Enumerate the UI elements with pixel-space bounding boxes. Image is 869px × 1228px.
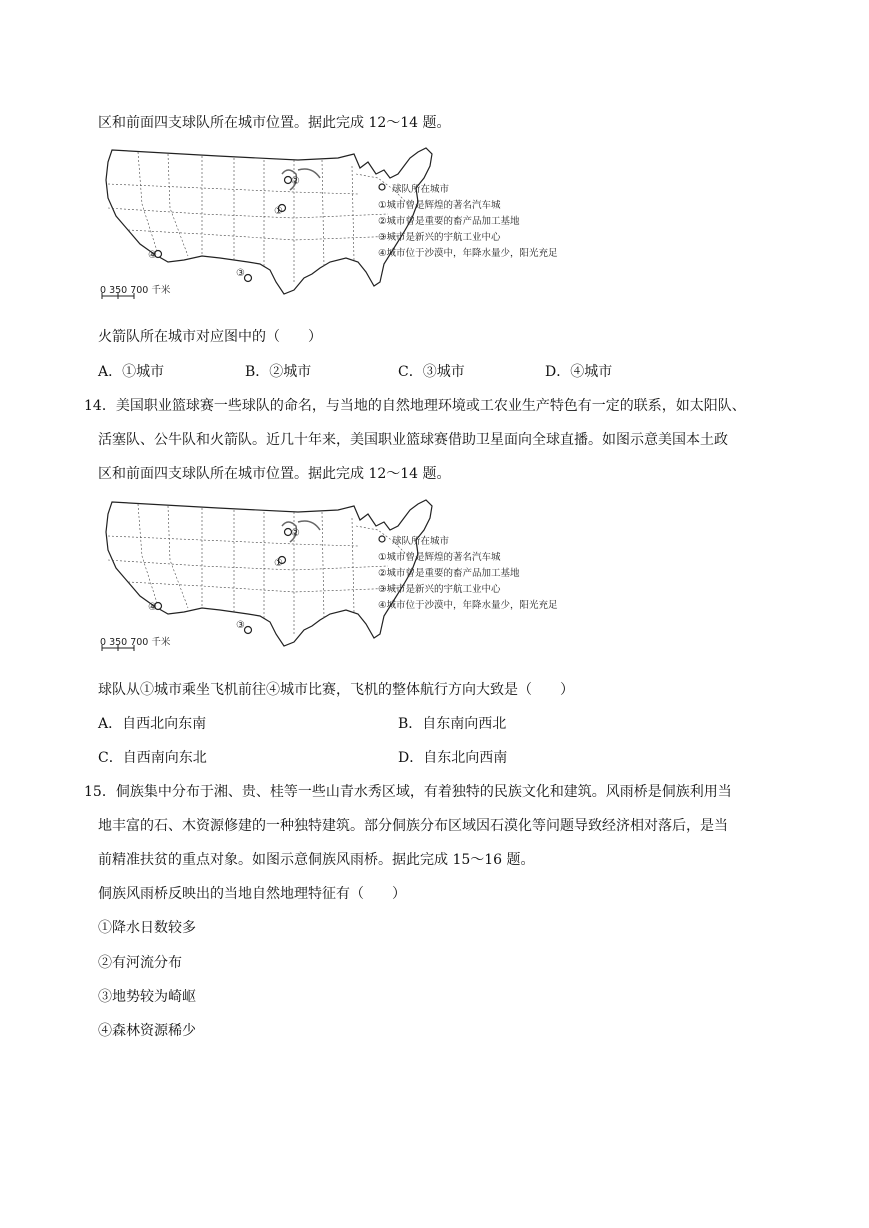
map-mark-3: ③ — [236, 620, 245, 631]
q15-item-2: ②有河流分布 — [98, 955, 182, 971]
us-map-figure-1 — [98, 144, 610, 308]
map-mark-1: ① — [274, 206, 283, 217]
q13-question: 火箭队所在城市对应图中的（ ） — [98, 329, 322, 345]
legend-item: ③城市是新兴的宇航工业中心 — [378, 232, 501, 243]
map-mark-2: ② — [291, 176, 300, 187]
legend-item: ①城市曾是辉煌的著名汽车城 — [378, 200, 501, 211]
map-scale-2: 0 350 700 千米 — [100, 637, 171, 648]
q13-option-d[interactable]: D．④城市 — [545, 364, 613, 380]
q13-intro-line: 区和前面四支球队所在城市位置。据此完成 12～14 题。 — [98, 115, 451, 131]
q15-line-2: 地丰富的石、木资源修建的一种独特建筑。部分侗族分布区域因石漠化等问题导致经济相对落后，是当 — [98, 818, 728, 834]
q15-item-3: ③地势较为崎岖 — [98, 989, 196, 1005]
map-mark-3: ③ — [236, 268, 245, 279]
legend-item: ④城市位于沙漠中，年降水量少，阳光充足 — [378, 248, 558, 259]
map-scale-1: 0 350 700 千米 — [100, 285, 171, 296]
q14-option-c[interactable]: C．自西南向东北 — [98, 750, 207, 766]
q15-line-1: 15．侗族集中分布于湘、贵、桂等一些山青水秀区域，有着独特的民族文化和建筑。风雨桥是侗族利用当 — [84, 784, 732, 800]
q14-question: 球队从①城市乘坐飞机前往④城市比赛，飞机的整体航行方向大致是（ ） — [98, 682, 574, 698]
map-legend-1 — [378, 182, 558, 262]
legend-item: ②城市曾是重要的畜产品加工基地 — [378, 216, 520, 227]
legend-item: ②城市曾是重要的畜产品加工基地 — [378, 568, 520, 579]
q13-option-c[interactable]: C．③城市 — [398, 364, 465, 380]
q13-option-a[interactable]: A．①城市 — [98, 364, 165, 380]
map-mark-1: ① — [274, 558, 283, 569]
q13-option-b[interactable]: B．②城市 — [245, 364, 312, 380]
q15-line-3: 前精准扶贫的重点对象。如图示意侗族风雨桥。据此完成 15～16 题。 — [98, 852, 535, 868]
q15-item-4: ④森林资源稀少 — [98, 1023, 196, 1039]
map-mark-4: ④ — [148, 250, 157, 261]
city-marker-3 — [245, 275, 252, 282]
map-legend-2 — [378, 534, 558, 614]
legend-item: ①城市曾是辉煌的著名汽车城 — [378, 552, 501, 563]
map-mark-4: ④ — [148, 602, 157, 613]
legend-item: 球队所在城市 — [392, 536, 450, 547]
us-map-figure-2 — [98, 496, 610, 660]
legend-item: ④城市位于沙漠中，年降水量少，阳光充足 — [378, 600, 558, 611]
legend-item: 球队所在城市 — [392, 184, 450, 195]
q14-line-1: 14．美国职业篮球赛一些球队的命名，与当地的自然地理环境或工农业生产特色有一定的联系，如太阳队、 — [84, 398, 746, 414]
q14-option-d[interactable]: D．自东北向西南 — [398, 750, 508, 766]
q14-option-a[interactable]: A．自西北向东南 — [98, 716, 207, 732]
q14-line-3: 区和前面四支球队所在城市位置。据此完成 12～14 题。 — [98, 466, 451, 482]
q14-line-2: 活塞队、公牛队和火箭队。近几十年来，美国职业篮球赛借助卫星面向全球直播。如图示意美国本土政 — [98, 432, 728, 448]
legend-item: ③城市是新兴的宇航工业中心 — [378, 584, 501, 595]
q15-question: 侗族风雨桥反映出的当地自然地理特征有（ ） — [98, 886, 406, 902]
q15-item-1: ①降水日数较多 — [98, 920, 196, 936]
map-mark-2: ② — [291, 528, 300, 539]
q14-option-b[interactable]: B．自东南向西北 — [398, 716, 507, 732]
